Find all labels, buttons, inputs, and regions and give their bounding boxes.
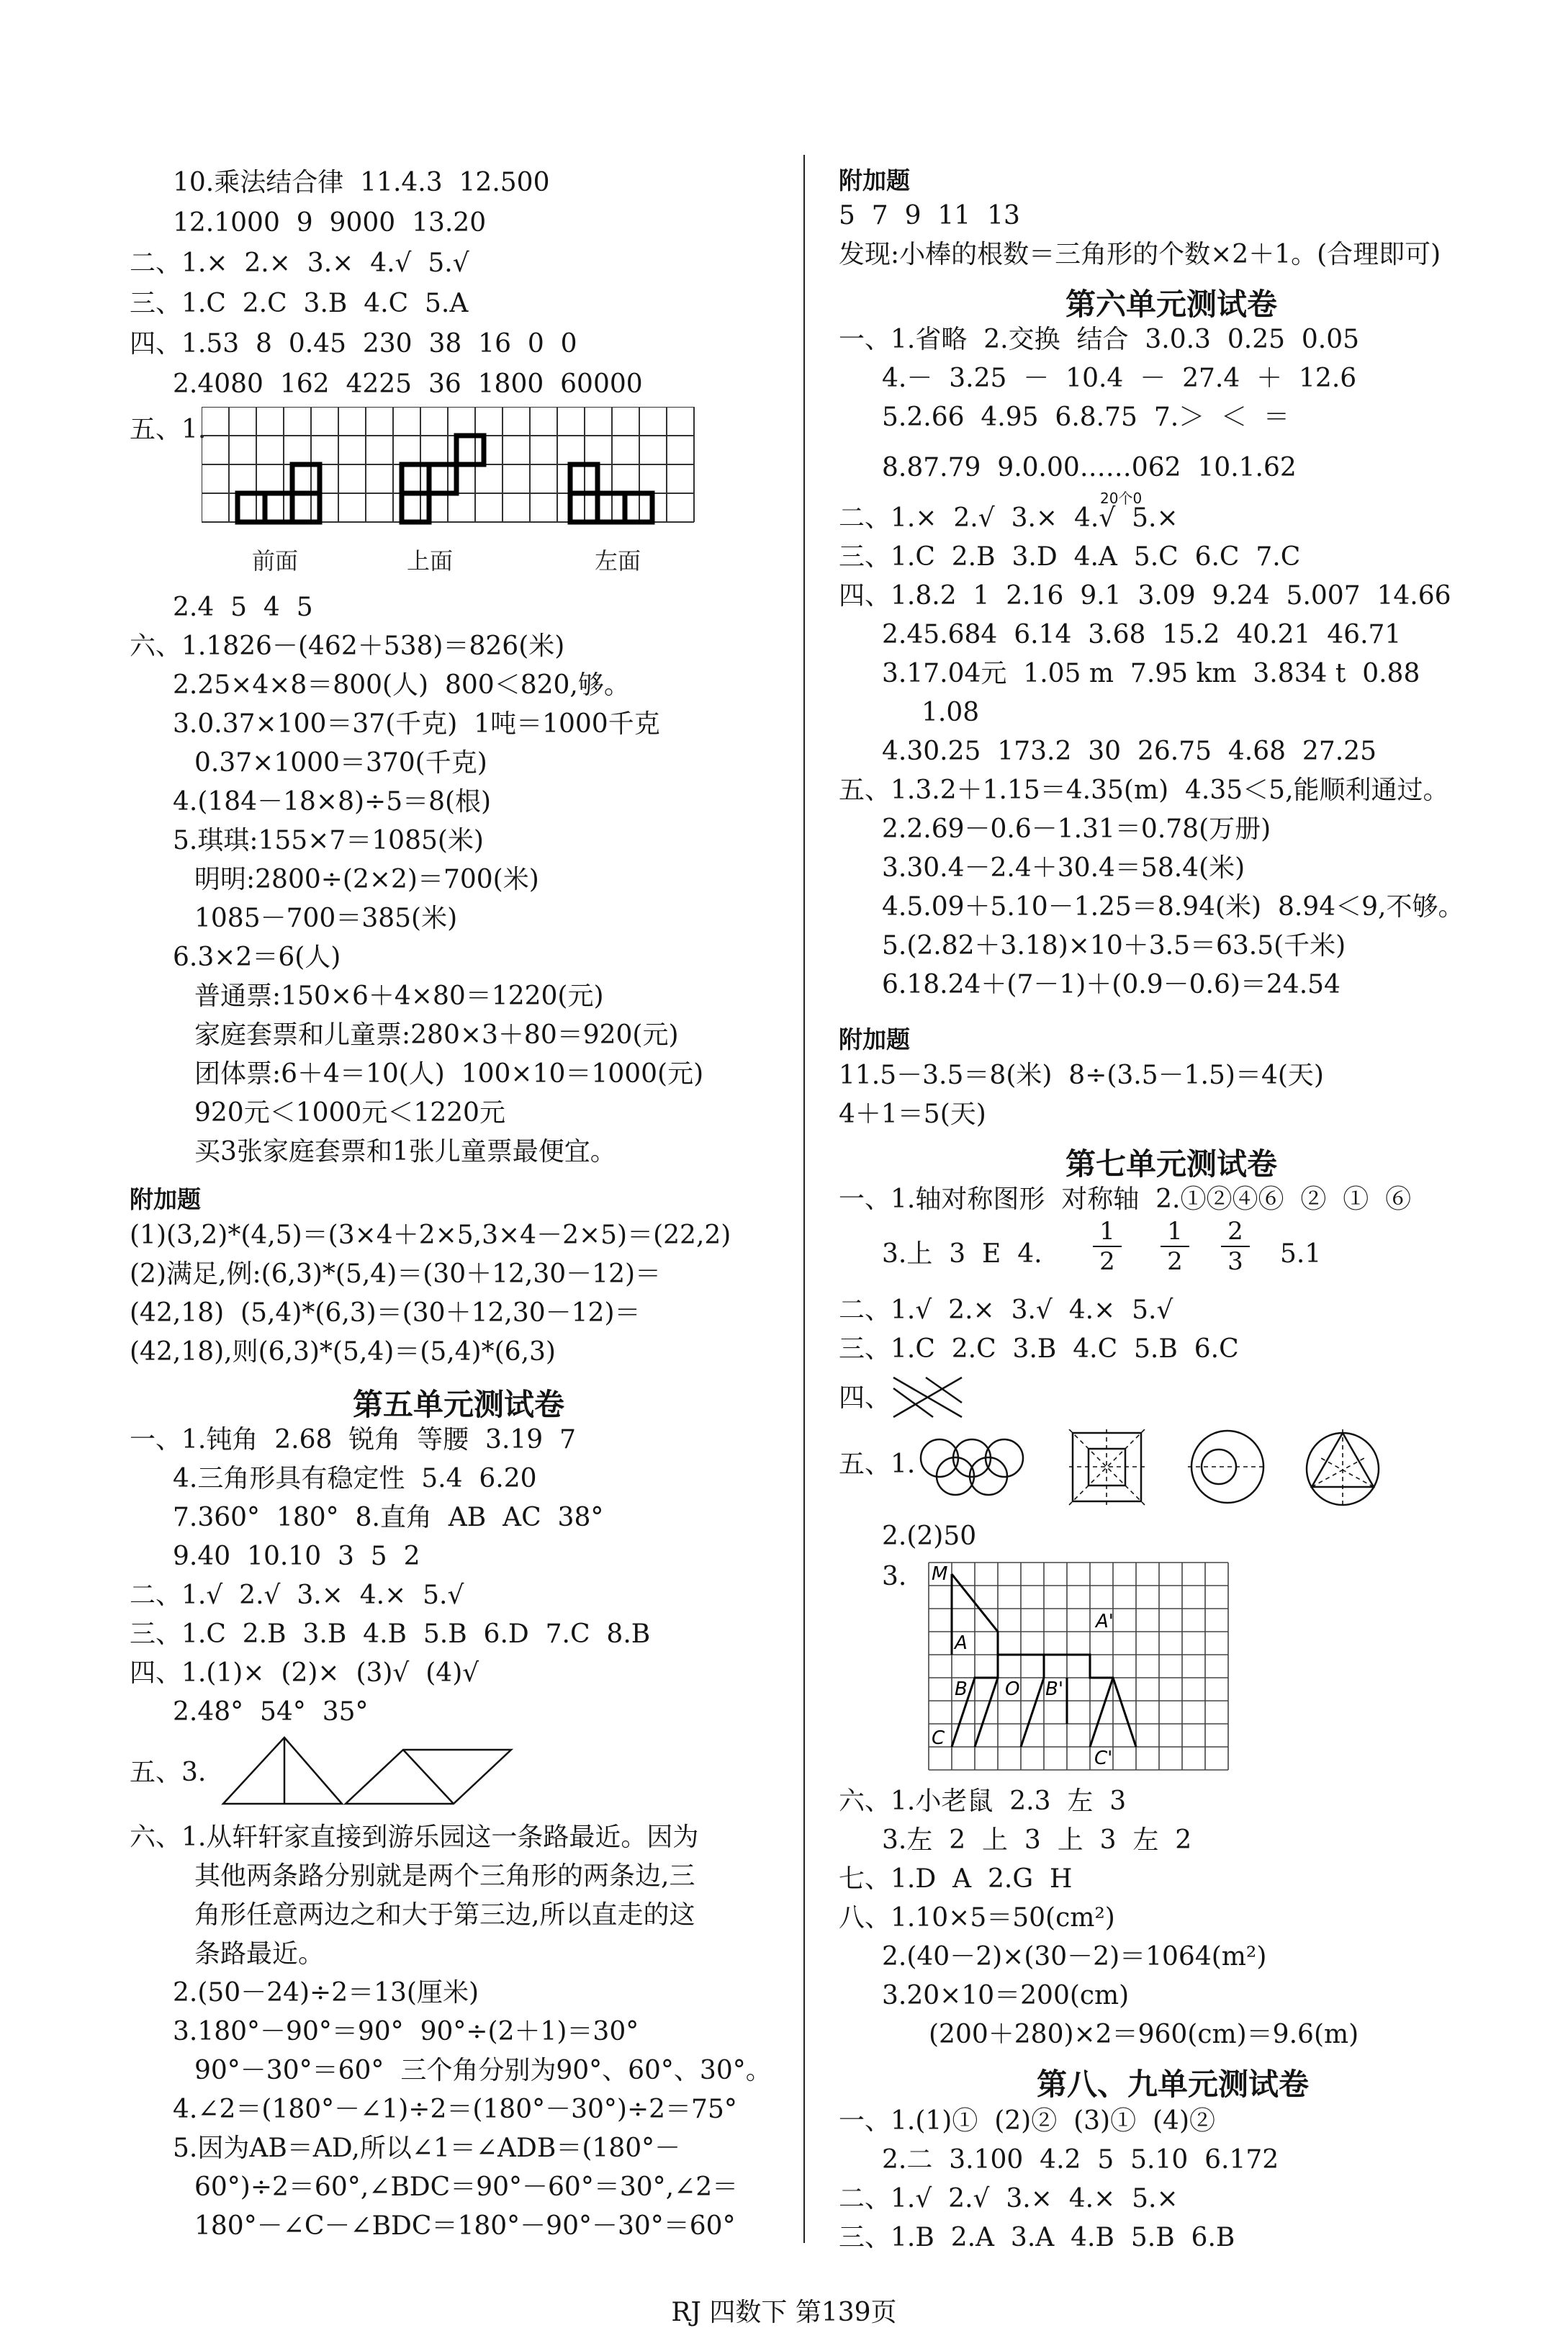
right-fujia-line-1: 5 7 9 11 13 [839, 201, 1020, 230]
grid-label-B-prime: B' [1045, 1678, 1063, 1700]
left-line-19: 团体票:6＋4＝10(人) 100×10＝1000(元) [194, 1059, 704, 1089]
right-fujia2-line-2: 4＋1＝5(天) [839, 1100, 986, 1129]
triangle-shape [223, 1738, 342, 1804]
grid-label-A-prime: A' [1096, 1611, 1114, 1632]
fraction-3-numerator: 2 [1227, 1217, 1243, 1246]
front-cube-2 [265, 493, 292, 522]
unit5-wu-label: 五、3. [130, 1758, 207, 1787]
left-line-7: 2.4 5 4 5 [173, 593, 313, 622]
unit5-liu-line-2: 其他两条路分别就是两个三角形的两条边,三 [194, 1861, 695, 1891]
unit7-title: 第七单元测试卷 [1065, 1146, 1278, 1182]
grid-label-M: M [932, 1563, 948, 1585]
fraction-3 [1221, 1217, 1250, 1276]
unit6-line-14: 3.30.4－2.4＋30.4＝58.4(米) [882, 853, 1245, 883]
left-line-10: 3.0.37×100＝37(千克) 1吨＝1000千克 [173, 709, 660, 739]
unit7-line-11: 七、1.D A 2.G H [839, 1864, 1073, 1894]
unit6-line-15: 4.5.09＋5.10－1.25＝8.94(米) 8.94＜9,不够。 [882, 892, 1464, 922]
brace-note: 20个0 [1100, 490, 1143, 507]
view-label-front: 前面 [252, 547, 299, 575]
unit5-liu-line-3: 角形任意两边之和大于第三边,所以直走的这 [194, 1900, 695, 1930]
left-line-15: 1085－700＝385(米) [194, 904, 458, 933]
top-cube-2 [402, 464, 429, 493]
front-cube-3 [292, 493, 320, 522]
unit5-line-1: 一、1.钝角 2.68 锐角 等腰 3.19 7 [130, 1425, 576, 1455]
unit7-line-6: 五、1. [839, 1449, 916, 1479]
unit5-liu-line-7: 90°－30°＝60° 三个角分别为90°、60°、30°。 [194, 2056, 772, 2085]
unit89-line-4: 三、1.B 2.A 3.A 4.B 5.B 6.B [839, 2223, 1235, 2252]
top-cube-3 [429, 464, 456, 493]
unit5-liu-line-11: 180°－∠C－∠BDC＝180°－90°－30°＝60° [194, 2211, 736, 2241]
left-line-2: 12.1000 9 9000 13.20 [173, 208, 487, 238]
left-fujia-line-3: (42,18) (5,4)*(6,3)＝(30＋12,30－12)＝ [130, 1298, 641, 1328]
page-footer: RJ 四数下 第139页 [671, 2298, 897, 2327]
unit6-line-3: 5.2.66 4.95 6.8.75 7.＞ ＜ ＝ [882, 403, 1289, 432]
unit7-line-9: 六、1.小老鼠 2.3 左 3 [839, 1786, 1127, 1816]
unit89-line-3: 二、1.√ 2.√ 3.× 4.× 5.× [839, 2184, 1179, 2213]
left-line-18: 家庭套票和儿童票:280×3＋80＝920(元) [194, 1020, 679, 1050]
unit6-line-6: 三、1.C 2.B 3.D 4.A 5.C 6.C 7.C [839, 542, 1301, 572]
unit7-line-2b: 5.1 [1280, 1239, 1322, 1269]
unit7-line-4: 三、1.C 2.C 3.B 4.C 5.B 6.C [839, 1334, 1239, 1364]
unit6-line-16: 5.(2.82＋3.18)×10＋3.5＝63.5(千米) [882, 931, 1346, 961]
fraction-3-denominator: 3 [1221, 1246, 1250, 1276]
left-line-5: 四、1.53 8 0.45 230 38 16 0 0 [130, 329, 577, 359]
triangle-parallelogram-figure [216, 1732, 518, 1811]
left-fujia-line-4: (42,18),则(6,3)*(5,4)＝(5,4)*(6,3) [130, 1337, 556, 1367]
unit5-line-8: 2.48° 54° 35° [173, 1697, 369, 1727]
left-line-9: 2.25×4×8＝800(人) 800＜820,够。 [173, 670, 630, 700]
unit5-line-6: 三、1.C 2.B 3.B 4.B 5.B 6.D 7.C 8.B [130, 1619, 651, 1649]
unit5-liu-line-9: 5.因为AB＝AD,所以∠1＝∠ADB＝(180°－ [173, 2134, 681, 2163]
grid-label-B: B [955, 1678, 968, 1700]
unit6-line-4: 8.87.79 9.0.00……062 10.1.62 [882, 453, 1297, 482]
unit6-line-12: 五、1.3.2＋1.15＝4.35(m) 4.35＜5,能顺利通过。 [839, 776, 1449, 805]
column-divider [803, 155, 805, 2243]
view-label-top: 上面 [407, 547, 454, 575]
unit5-line-3: 7.360° 180° 8.直角 AB AC 38° [173, 1503, 604, 1532]
unit7-line-10: 3.左 2 上 3 上 3 左 2 [882, 1825, 1192, 1855]
unit6-line-2: 4.－ 3.25 － 10.4 － 27.4 ＋ 12.6 [882, 364, 1357, 393]
top-cube-1 [402, 493, 429, 522]
left-line-14: 明明:2800÷(2×2)＝700(米) [194, 865, 539, 894]
unit6-line-11: 4.30.25 173.2 30 26.75 4.68 27.25 [882, 737, 1376, 766]
unit7-line-7: 2.(2)50 [882, 1521, 977, 1551]
unit6-line-9: 3.17.04元 1.05 m 7.95 km 3.834 t 0.88 [882, 659, 1420, 688]
matching-lines-figure [890, 1374, 969, 1424]
unit5-liu-line-1: 六、1.从轩轩家直接到游乐园这一条路最近。因为 [130, 1822, 699, 1852]
unit5-line-2: 4.三角形具有稳定性 5.4 6.20 [173, 1464, 537, 1493]
left-line-21: 买3张家庭套票和1张儿童票最便宜。 [194, 1137, 616, 1166]
unit89-line-1: 一、1.(1)① (2)② (3)① (4)② [839, 2106, 1215, 2136]
top-cube-4 [456, 436, 484, 464]
fraction-1-numerator: 1 [1099, 1217, 1115, 1246]
unit5-liu-line-10: 60°)÷2＝60°,∠BDC＝90°－60°＝30°,∠2＝ [194, 2172, 739, 2202]
front-cube-4 [292, 464, 320, 493]
right-fujia2-title: 附加题 [839, 1025, 910, 1053]
unit6-line-1: 一、1.省略 2.交换 结合 3.0.3 0.25 0.05 [839, 325, 1360, 354]
right-fujia2-line-1: 11.5－3.5＝8(米) 8÷(3.5－1.5)＝4(天) [839, 1061, 1324, 1090]
three-view-grid [202, 407, 713, 583]
right-fujia-title: 附加题 [839, 166, 910, 194]
unit7-line-5: 四、 [839, 1383, 891, 1413]
fraction-2-numerator: 1 [1167, 1217, 1183, 1246]
left-line-11: 0.37×1000＝370(千克) [194, 748, 487, 778]
grid-label-C: C [932, 1727, 945, 1749]
translation-grid-figure [922, 1555, 1238, 1779]
left-fujia-title: 附加题 [130, 1185, 201, 1213]
unit5-line-5: 二、1.√ 2.√ 3.× 4.× 5.√ [130, 1581, 464, 1610]
unit5-title: 第五单元测试卷 [353, 1387, 565, 1422]
left-line-20: 920元＜1000元＜1220元 [194, 1098, 505, 1128]
unit7-line-3: 二、1.√ 2.× 3.√ 4.× 5.√ [839, 1295, 1173, 1325]
view-label-left: 左面 [595, 547, 641, 575]
fraction-2-denominator: 2 [1161, 1246, 1189, 1276]
unit6-line-13: 2.2.69－0.6－1.31＝0.78(万册) [882, 814, 1271, 844]
grid-label-O: O [1005, 1678, 1020, 1700]
left-line-12: 4.(184－18×8)÷5＝8(根) [173, 787, 492, 817]
left-line-6: 2.4080 162 4225 36 1800 60000 [173, 369, 643, 399]
unit5-line-4: 9.40 10.10 3 5 2 [173, 1542, 420, 1571]
unit89-title: 第八、九单元测试卷 [1037, 2067, 1310, 2102]
unit7-line-14: 3.20×10＝200(cm) [882, 1981, 1130, 2010]
unit7-line-2: 3.上 3 E 4. [882, 1239, 1042, 1269]
fraction-2 [1161, 1217, 1189, 1276]
unit6-title: 第六单元测试卷 [1065, 287, 1278, 322]
unit89-line-2: 2.二 3.100 4.2 5 5.10 6.172 [882, 2145, 1279, 2175]
grid-label-C-prime: C' [1094, 1748, 1113, 1769]
wu-label: 五、1. [130, 415, 207, 444]
symmetry-figures [918, 1429, 1465, 1512]
unit5-liu-line-8: 4.∠2＝(180°－∠1)÷2＝(180°－30°)÷2＝75° [173, 2095, 737, 2124]
unit5-liu-line-6: 3.180°－90°＝90° 90°÷(2＋1)＝30° [173, 2017, 639, 2046]
unit6-line-8: 2.45.684 6.14 3.68 15.2 40.21 46.71 [882, 620, 1402, 649]
left-line-1: 10.乘法结合律 11.4.3 12.500 [173, 168, 550, 197]
right-fujia-line-2: 发现:小棒的根数＝三角形的个数×2＋1。(合理即可) [839, 240, 1441, 269]
grid-label-A: A [955, 1632, 968, 1654]
left-fujia-line-1: (1)(3,2)*(4,5)＝(3×4＋2×5,3×4－2×5)＝(22,2) [130, 1221, 731, 1250]
left-line-17: 普通票:150×6＋4×80＝1220(元) [194, 981, 604, 1011]
front-cube-1 [238, 493, 265, 522]
unit6-line-5: 二、1.× 2.√ 3.× 4.√ 5.× [839, 503, 1179, 533]
unit7-line-12: 八、1.10×5＝50(cm²) [839, 1903, 1115, 1933]
left-line-4: 三、1.C 2.C 3.B 4.C 5.A [130, 289, 469, 318]
left-fujia-line-2: (2)满足,例:(6,3)*(5,4)＝(30＋12,30－12)＝ [130, 1259, 662, 1289]
unit5-line-7: 四、1.(1)× (2)× (3)√ (4)√ [130, 1658, 479, 1688]
unit6-line-10: 1.08 [922, 698, 980, 727]
unit5-liu-line-5: 2.(50－24)÷2＝13(厘米) [173, 1978, 479, 2008]
unit7-line-13: 2.(40－2)×(30－2)＝1064(m²) [882, 1942, 1267, 1972]
left-line-8: 六、1.1826－(462＋538)＝826(米) [130, 631, 565, 661]
unit6-line-17: 6.18.24＋(7－1)＋(0.9－0.6)＝24.54 [882, 970, 1341, 999]
fraction-1 [1093, 1217, 1122, 1276]
unit7-line-15: (200＋280)×2＝960(cm)＝9.6(m) [929, 2020, 1359, 2049]
left-line-3: 二、1.× 2.× 3.× 4.√ 5.√ [130, 248, 469, 278]
fraction-1-denominator: 2 [1093, 1246, 1122, 1276]
unit6-line-7: 四、1.8.2 1 2.16 9.1 3.09 9.24 5.007 14.66 [839, 581, 1451, 611]
unit7-line-1: 一、1.轴对称图形 对称轴 2.①②④⑥ ② ① ⑥ [839, 1185, 1412, 1214]
left-line-16: 6.3×2＝6(人) [173, 943, 341, 972]
left-line-13: 5.琪琪:155×7＝1085(米) [173, 826, 484, 855]
unit5-liu-line-4: 条路最近。 [194, 1939, 325, 1969]
unit7-line-8: 3. [882, 1562, 907, 1591]
